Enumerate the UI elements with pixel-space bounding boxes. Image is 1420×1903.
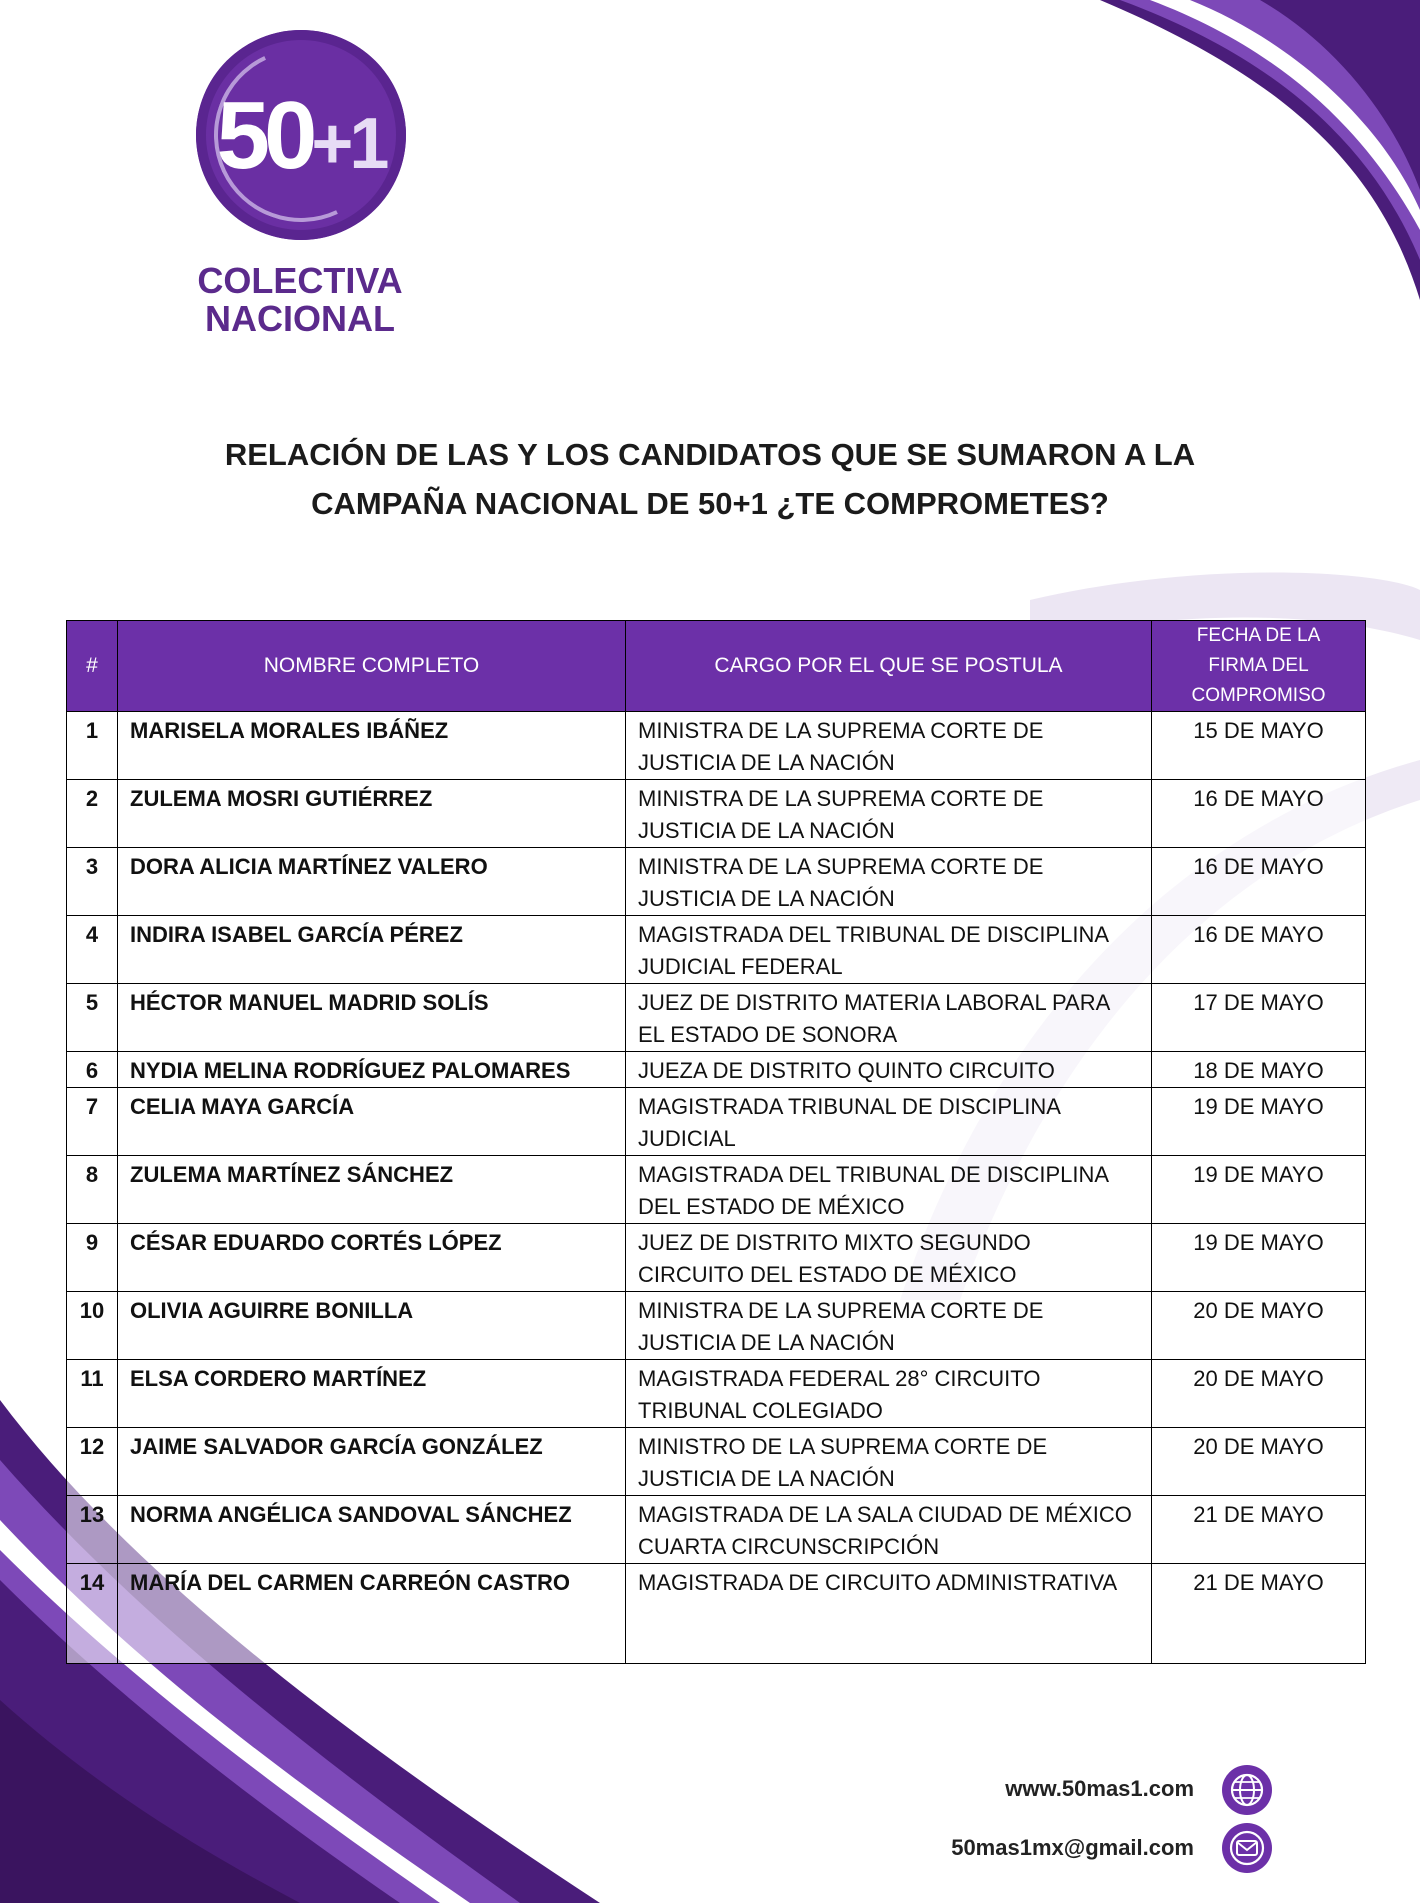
row-name: ZULEMA MOSRI GUTIÉRREZ	[118, 780, 626, 848]
header-name: NOMBRE COMPLETO	[118, 621, 626, 712]
row-name: MARISELA MORALES IBÁÑEZ	[118, 712, 626, 780]
table-row	[67, 712, 1366, 780]
logo-number: 50+1	[216, 82, 386, 189]
table-row	[67, 1052, 1366, 1088]
candidates-table	[66, 620, 1366, 1664]
table-row	[67, 916, 1366, 984]
header-num: #	[67, 621, 118, 712]
row-cargo: MAGISTRADA DE CIRCUITO ADMINISTRATIVA	[626, 1564, 1152, 1664]
globe-icon	[1222, 1765, 1272, 1815]
row-num: 7	[67, 1088, 118, 1156]
row-num: 5	[67, 984, 118, 1052]
row-num: 10	[67, 1292, 118, 1360]
row-num: 2	[67, 780, 118, 848]
table-header-row	[67, 621, 1366, 712]
table-row	[67, 1224, 1366, 1292]
logo-line-2: NACIONAL	[205, 298, 395, 339]
row-date: 16 DE MAYO	[1152, 848, 1366, 916]
row-date: 21 DE MAYO	[1152, 1496, 1366, 1564]
row-date: 19 DE MAYO	[1152, 1156, 1366, 1224]
row-name: NYDIA MELINA RODRÍGUEZ PALOMARES	[118, 1052, 626, 1088]
row-num: 4	[67, 916, 118, 984]
row-date: 20 DE MAYO	[1152, 1360, 1366, 1428]
header-date-line-2: FIRMA DEL	[1208, 655, 1309, 676]
table-row	[67, 1292, 1366, 1360]
row-name: CELIA MAYA GARCÍA	[118, 1088, 626, 1156]
brand-logo	[160, 30, 440, 350]
row-date: 20 DE MAYO	[1152, 1428, 1366, 1496]
row-name: MARÍA DEL CARMEN CARREÓN CASTRO	[118, 1564, 626, 1664]
row-num: 3	[67, 848, 118, 916]
row-cargo: JUEZ DE DISTRITO MATERIA LABORAL PARA EL ESTADO DE SONORA	[626, 984, 1152, 1052]
row-cargo: MAGISTRADA DEL TRIBUNAL DE DISCIPLINA JUDICIAL FEDERAL	[626, 916, 1152, 984]
table-row	[67, 1156, 1366, 1224]
row-date: 19 DE MAYO	[1152, 1088, 1366, 1156]
row-cargo: MAGISTRADA FEDERAL 28° CIRCUITO TRIBUNAL COLEGIADO	[626, 1360, 1152, 1428]
row-date: 21 DE MAYO	[1152, 1564, 1366, 1664]
envelope-icon	[1222, 1823, 1272, 1873]
footer-website[interactable]: www.50mas1.com	[1005, 1776, 1194, 1801]
row-name: JAIME SALVADOR GARCÍA GONZÁLEZ	[118, 1428, 626, 1496]
row-name: DORA ALICIA MARTÍNEZ VALERO	[118, 848, 626, 916]
table-row	[67, 1428, 1366, 1496]
row-cargo: JUEZ DE DISTRITO MIXTO SEGUNDO CIRCUITO DEL ESTADO DE MÉXICO	[626, 1224, 1152, 1292]
table-row	[67, 1360, 1366, 1428]
row-cargo: MINISTRO DE LA SUPREMA CORTE DE JUSTICIA DE LA NACIÓN	[626, 1428, 1152, 1496]
footer-email[interactable]: 50mas1mx@gmail.com	[951, 1835, 1194, 1860]
row-cargo: MINISTRA DE LA SUPREMA CORTE DE JUSTICIA DE LA NACIÓN	[626, 1292, 1152, 1360]
row-date: 15 DE MAYO	[1152, 712, 1366, 780]
title-line-2: CAMPAÑA NACIONAL DE 50+1 ¿TE COMPROMETES?	[311, 486, 1109, 521]
row-num: 9	[67, 1224, 118, 1292]
logo-line-1: COLECTIVA	[197, 260, 403, 301]
header-cargo: CARGO POR EL QUE SE POSTULA	[626, 621, 1152, 712]
row-name: NORMA ANGÉLICA SANDOVAL SÁNCHEZ	[118, 1496, 626, 1564]
row-cargo: MINISTRA DE LA SUPREMA CORTE DE JUSTICIA DE LA NACIÓN	[626, 712, 1152, 780]
row-num: 14	[67, 1564, 118, 1664]
row-date: 19 DE MAYO	[1152, 1224, 1366, 1292]
row-date: 18 DE MAYO	[1152, 1052, 1366, 1088]
row-cargo: MAGISTRADA DEL TRIBUNAL DE DISCIPLINA DEL ESTADO DE MÉXICO	[626, 1156, 1152, 1224]
row-name: ELSA CORDERO MARTÍNEZ	[118, 1360, 626, 1428]
table-row	[67, 1564, 1366, 1664]
table-row	[67, 984, 1366, 1052]
row-cargo: MINISTRA DE LA SUPREMA CORTE DE JUSTICIA DE LA NACIÓN	[626, 848, 1152, 916]
row-num: 8	[67, 1156, 118, 1224]
row-date: 16 DE MAYO	[1152, 916, 1366, 984]
row-cargo: MAGISTRADA TRIBUNAL DE DISCIPLINA JUDICIAL	[626, 1088, 1152, 1156]
row-date: 20 DE MAYO	[1152, 1292, 1366, 1360]
row-date: 17 DE MAYO	[1152, 984, 1366, 1052]
row-cargo: JUEZA DE DISTRITO QUINTO CIRCUITO	[626, 1052, 1152, 1088]
row-num: 1	[67, 712, 118, 780]
row-name: CÉSAR EDUARDO CORTÉS LÓPEZ	[118, 1224, 626, 1292]
logo-plus: +1	[311, 104, 386, 184]
row-name: HÉCTOR MANUEL MADRID SOLÍS	[118, 984, 626, 1052]
row-name: OLIVIA AGUIRRE BONILLA	[118, 1292, 626, 1360]
page-title	[100, 430, 1320, 528]
table-row	[67, 848, 1366, 916]
table-row	[67, 780, 1366, 848]
header-date	[1152, 621, 1366, 712]
table-row	[67, 1496, 1366, 1564]
row-num: 11	[67, 1360, 118, 1428]
title-line-1: RELACIÓN DE LAS Y LOS CANDIDATOS QUE SE SUMARON A LA	[224, 437, 1196, 472]
row-cargo: MINISTRA DE LA SUPREMA CORTE DE JUSTICIA DE LA NACIÓN	[626, 780, 1152, 848]
row-cargo: MAGISTRADA DE LA SALA CIUDAD DE MÉXICO CUARTA CIRCUNSCRIPCIÓN	[626, 1496, 1152, 1564]
row-num: 12	[67, 1428, 118, 1496]
row-name: ZULEMA MARTÍNEZ SÁNCHEZ	[118, 1156, 626, 1224]
header-date-line-3: COMPROMISO	[1191, 685, 1326, 706]
row-name: INDIRA ISABEL GARCÍA PÉREZ	[118, 916, 626, 984]
table-row	[67, 1088, 1366, 1156]
row-date: 16 DE MAYO	[1152, 780, 1366, 848]
row-num: 13	[67, 1496, 118, 1564]
row-num: 6	[67, 1052, 118, 1088]
header-date-line-1: FECHA DE LA	[1196, 625, 1321, 646]
logo-text	[160, 262, 440, 338]
